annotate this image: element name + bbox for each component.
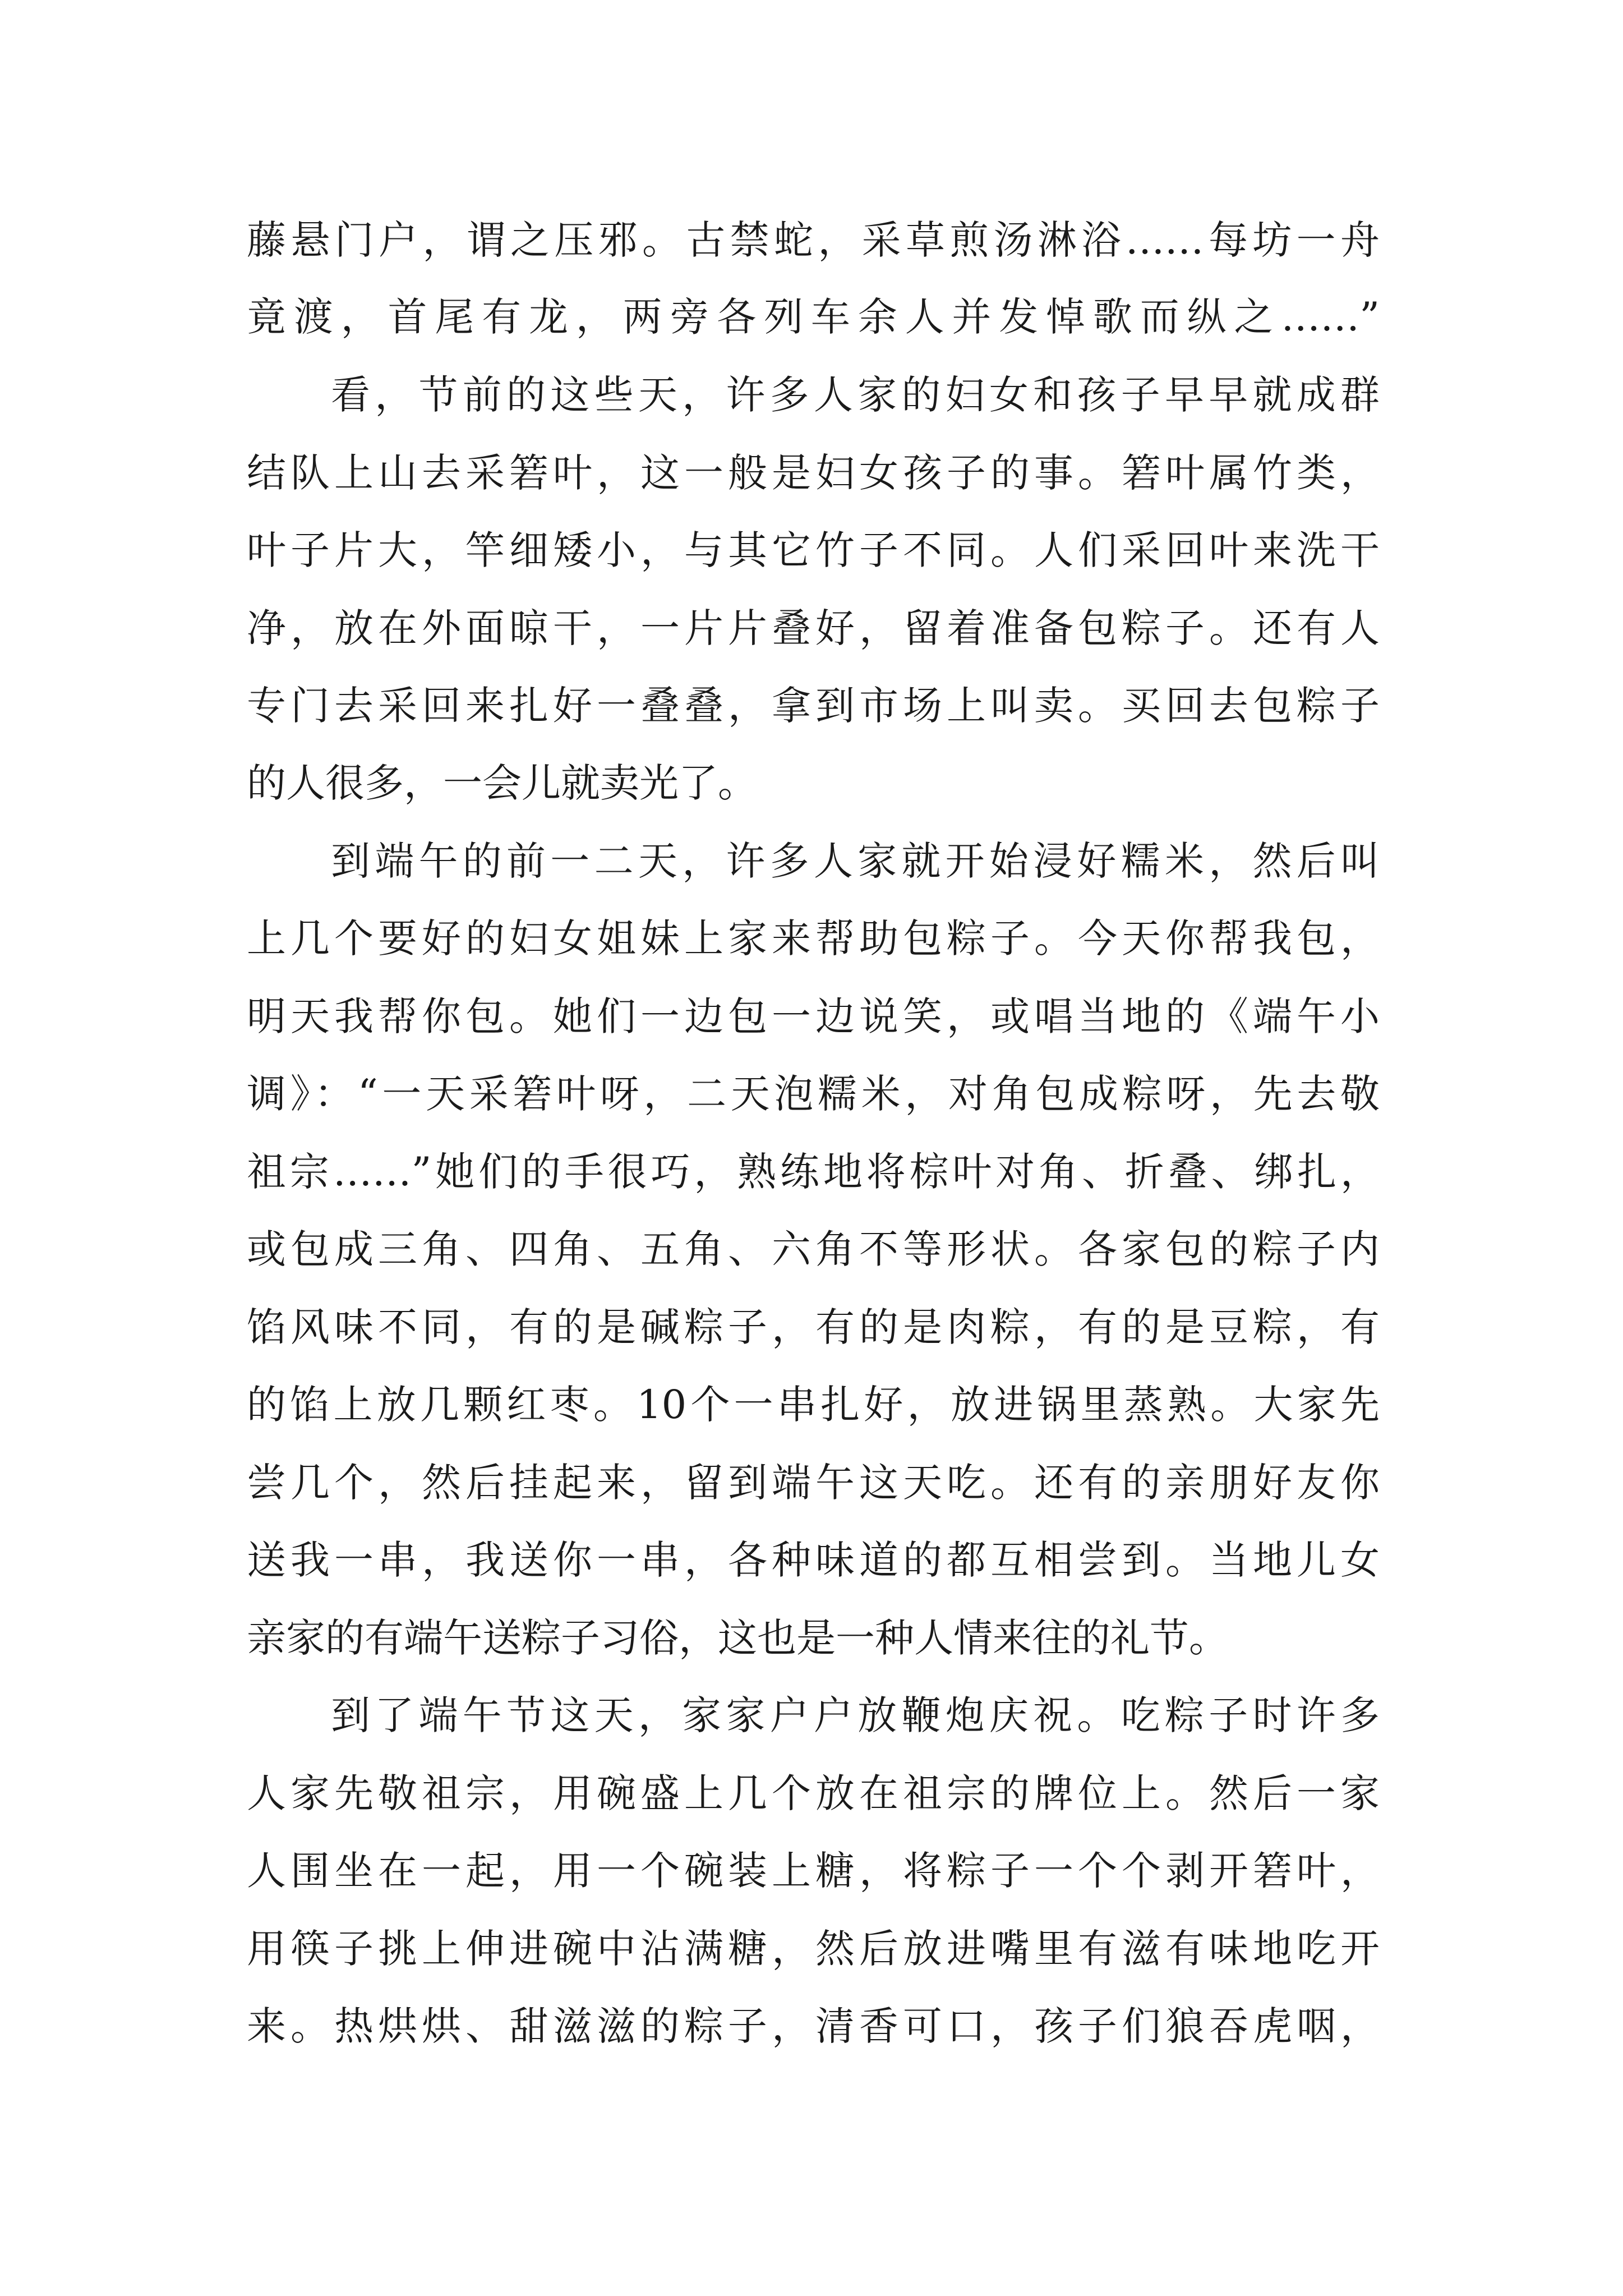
text-line: 的人很多，一会儿就卖光了。 [247,760,757,806]
text-line: 到端午的前一二天，许多人家就开始浸好糯米，然后叫 [331,838,1380,884]
text-line: 专门去采回来扎好一叠叠，拿到市场上叫卖。买回去包粽子 [247,683,1380,729]
text-line: 竟渡，首尾有龙，两旁各列车余人并发悼歌而纵之……” [247,294,1380,340]
text-line: 藤悬门户，谓之压邪。古禁蛇，采草煎汤淋浴……每坊一舟 [247,217,1380,263]
text-line: 叶子片大，竿细矮小，与其它竹子不同。人们采回叶来洗干 [247,527,1380,573]
text-line: 祖宗……”她们的手很巧，熟练地将棕叶对角、折叠、绑扎， [247,1149,1380,1195]
text-line: 结队上山去采箬叶，这一般是妇女孩子的事。箬叶属竹类， [247,450,1380,496]
text-line: 送我一串，我送你一串，各种味道的都互相尝到。当地儿女 [247,1537,1380,1583]
text-line: 用筷子挑上伸进碗中沾满糖，然后放进嘴里有滋有味地吃开 [247,1926,1380,1972]
text-line: 净，放在外面晾干，一片片叠好，留着准备包粽子。还有人 [247,605,1380,651]
text-line: 调》：“一天采箬叶呀，二天泡糯米，对角包成粽呀，先去敬 [247,1071,1380,1117]
text-line: 的馅上放几颗红枣。10个一串扎好，放进锅里蒸熟。大家先 [247,1382,1380,1428]
text-line: 人围坐在一起，用一个碗装上糖，将粽子一个个剥开箬叶， [247,1848,1380,1894]
text-line: 尝几个，然后挂起来，留到端午这天吃。还有的亲朋好友你 [247,1460,1380,1506]
text-line: 或包成三角、四角、五角、六角不等形状。各家包的粽子内 [247,1226,1380,1272]
text-line: 来。热烘烘、甜滋滋的粽子，清香可口，孩子们狼吞虎咽， [247,2003,1380,2049]
text-line: 上几个要好的妇女姐妹上家来帮助包粽子。今天你帮我包， [247,915,1380,961]
text-line: 馅风味不同，有的是碱粽子，有的是肉粽，有的是豆粽，有 [247,1304,1380,1350]
text-line: 人家先敬祖宗，用碗盛上几个放在祖宗的牌位上。然后一家 [247,1770,1380,1816]
text-line: 看，节前的这些天，许多人家的妇女和孩子早早就成群 [331,372,1380,418]
text-line: 明天我帮你包。她们一边包一边说笑，或唱当地的《端午小 [247,993,1380,1039]
text-line: 亲家的有端午送粽子习俗，这也是一种人情来往的礼节。 [247,1615,1228,1661]
text-line: 到了端午节这天，家家户户放鞭炮庆祝。吃粽子时许多 [331,1692,1380,1738]
